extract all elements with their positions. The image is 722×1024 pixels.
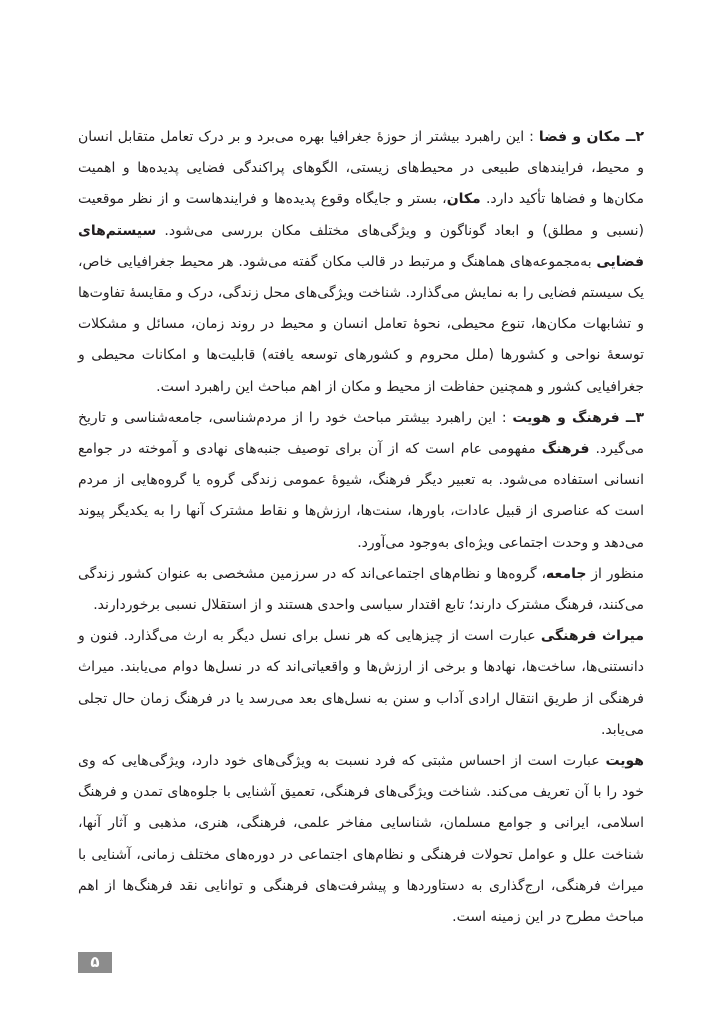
- term-place: مکان: [446, 191, 481, 208]
- section-2-text-part-2: ، بستر و جایگاه وقوع پدیده‌ها و فرایندهاست و از نظر موقعیت (نسبی و مطلق) و ابعاد گوناگون و ویژگی‌های مختلف مکان بررسی می‌شود.: [78, 191, 644, 239]
- heritage-paragraph: [78, 621, 644, 746]
- section-2-text-part-1: : این راهبرد بیشتر از حوزهٔ جغرافیا بهره می‌برد و بر درک تعامل متقابل انسان و محیط، فرایندهای طبیعی در محیط‌های زیستی، الگوهای پراکندگی فضایی پدیده‌ها و اهمیت مکان‌ها و فضاها تأکید دارد.: [78, 129, 645, 208]
- page-body-text: [78, 122, 644, 933]
- society-text-part-1: منظور از: [586, 565, 644, 582]
- term-culture: فرهنگ: [541, 441, 590, 458]
- section-2-text-part-3: به‌مجموعه‌های هماهنگ و مرتبط در قالب مکان گفته می‌شود. هر محیط جغرافیایی خاص، یک سیستم فضایی را به نمایش می‌گذارد. شناخت ویژگی‌های محل زندگی، درک و مقایسهٔ تفاوت‌ها و تشابهات مکان‌ها، تنوع محیطی، نحوهٔ تعامل انسان و محیط در روند زمان، مسائل و مشکلات توسعهٔ نواحی و کشورها (ملل محروم و کشورهای توسعه یافته) قابلیت‌ها و امکانات محیطی و جغرافیایی کشور و همچنین حفاظت از محیط و مکان از اهم مباحث این راهبرد است.: [78, 253, 644, 395]
- section-3-text-part-1: : این راهبرد بیشتر مباحث خود را از مردم‌شناسی، جامعه‌شناسی و تاریخ می‌گیرد.: [78, 409, 644, 458]
- term-identity: هویت: [605, 753, 644, 770]
- heritage-text: عبارت است از چیزهایی که هر نسل برای نسل دیگر به ارث می‌گذارد. فنون و دانستنی‌ها، ساخت‌ها، نهادها و برخی از ارزش‌ها و واقعیاتی‌اند که در نسل‌ها دوام می‌یابند. میراث فرهنگی از طریق انتقال ارادی آداب و سنن به نسل‌های بعد می‌رسد یا در فرهنگ زمان حال تجلی می‌یابد.: [78, 628, 644, 738]
- section-3-paragraph: [78, 403, 644, 559]
- society-text-part-2: ، گروه‌ها و نظام‌های اجتماعی‌اند که در سرزمین مشخصی به عنوان کشور زندگی می‌کنند، فرهنگ مشترک دارند؛ تابع اقتدار سیاسی واحدی هستند و از استقلال نسبی برخوردارند.: [78, 565, 644, 614]
- page-number: ۵: [78, 952, 112, 973]
- section-3-text-part-2: مفهومی عام است که از آن برای توصیف جنبه‌های نهادی و آموخته در جوامع انسانی استفاده می‌شود. به تعبیر دیگر فرهنگ، شیوهٔ عمومی زندگی گروه یا گروه‌هایی از مردم است که عناصری از قبیل عادات، باورها، سنت‌ها، ارزش‌ها و نقاط مشترک آنها را به یکدیگر پیوند می‌دهد و وحدت اجتماعی ویژه‌ای به‌وجود می‌آورد.: [78, 441, 644, 551]
- identity-paragraph: [78, 746, 644, 933]
- section-3-heading: ۳ــ فرهنگ و هویت: [512, 409, 644, 426]
- term-cultural-heritage: میراث فرهنگی: [540, 628, 645, 645]
- section-2-paragraph: [78, 122, 644, 403]
- term-society: جامعه: [546, 565, 587, 582]
- society-paragraph: [78, 559, 644, 621]
- section-2-heading: ۲ــ مکان و فضا: [538, 129, 644, 145]
- identity-text: عبارت است از احساس مثبتی که فرد نسبت به ویژگی‌های خود دارد، ویژگی‌هایی که وی خود را با آن تعریف می‌کند. شناخت ویژگی‌های فرهنگی، تعمیق آشنایی با جلوه‌های تمدن و فرهنگ اسلامی، ایرانی و جوامع مسلمان، شناسایی مفاخر علمی، فرهنگی، هنری، مذهبی و آثار آنها، شناخت علل و عوامل تحولات فرهنگی و نظام‌های اجتماعی در دوره‌های مختلف زمانی، آشنایی با میراث فرهنگی، ارج‌گذاری به دستاوردها و پیشرفت‌های فرهنگی و توانایی نقد فرهنگ‌ها از اهم مباحث مطرح در این زمینه است.: [78, 753, 644, 926]
- term-spatial-systems: سیستم‌های فضایی: [78, 222, 644, 270]
